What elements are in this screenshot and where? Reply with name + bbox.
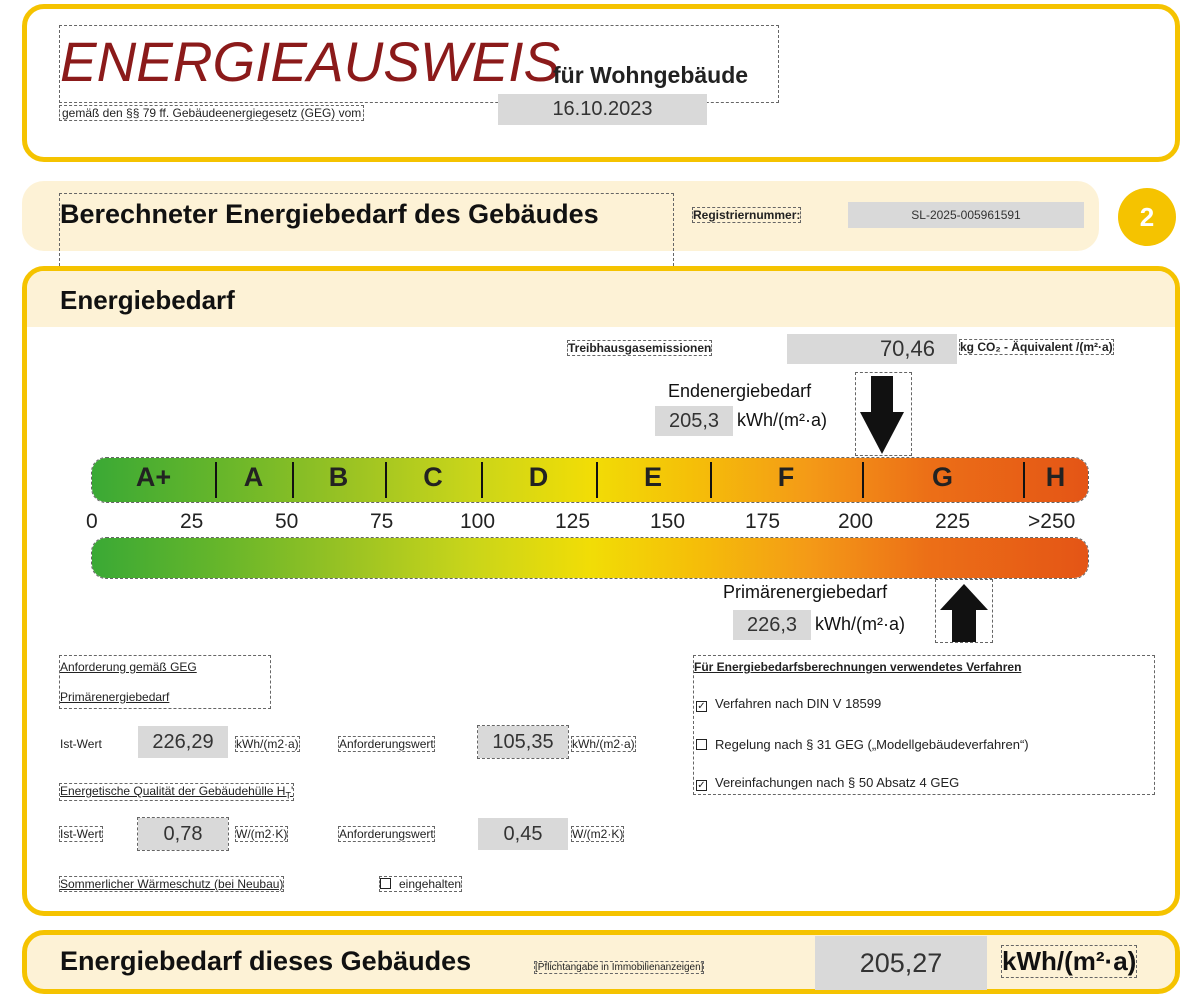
primary-ist-unit: kWh/(m2·a) bbox=[236, 737, 299, 751]
checkbox-icon[interactable] bbox=[696, 739, 707, 750]
checkbox-checked-icon[interactable]: ✓ bbox=[697, 701, 706, 712]
ghg-label: Treibhausgasemissionen bbox=[568, 341, 712, 355]
summer-protection-check-label: eingehalten bbox=[399, 877, 462, 891]
efficiency-class-label: B bbox=[328, 462, 349, 492]
end-energy-arrow-icon bbox=[860, 376, 904, 456]
envelope-ist-label: Ist-Wert bbox=[60, 827, 102, 841]
scale-tick-label: 75 bbox=[370, 510, 394, 533]
efficiency-class-label: F bbox=[777, 462, 795, 492]
efficiency-class-label: C bbox=[423, 462, 443, 492]
checkbox-icon[interactable] bbox=[380, 878, 391, 889]
primary-requirement-value-field[interactable]: 105,35 bbox=[478, 726, 568, 758]
scale-tick-label: 100 bbox=[460, 510, 496, 533]
primary-requirement-label: Anforderungswert bbox=[339, 737, 434, 751]
efficiency-class-label: G bbox=[931, 462, 953, 492]
scale-tick-label: 125 bbox=[555, 510, 591, 533]
method-item-label: Verfahren nach DIN V 18599 bbox=[715, 696, 882, 711]
document-title: ENERGIEAUSWEIS bbox=[60, 30, 561, 93]
ghg-value-field[interactable]: 70,46 bbox=[787, 334, 957, 364]
scale-tick-label: 0 bbox=[86, 510, 98, 533]
end-energy-label: Endenergiebedarf bbox=[668, 381, 812, 401]
scale-tick-label: 150 bbox=[650, 510, 686, 533]
primary-energy-label: Primärenergiebedarf bbox=[723, 582, 888, 602]
method-frame bbox=[694, 656, 1154, 794]
page-number-badge: 2 bbox=[1118, 188, 1176, 246]
building-energy-value-field[interactable]: 205,27 bbox=[815, 936, 987, 990]
geg-date-field[interactable]: 16.10.2023 bbox=[498, 94, 707, 125]
geg-reference: gemäß den §§ 79 ff. Gebäudeenergiegesetz (GEG) vom bbox=[62, 106, 362, 120]
primary-energy-unit: kWh/(m²·a) bbox=[815, 614, 905, 634]
energy-scale-bar-lower bbox=[92, 538, 1088, 578]
envelope-ist-unit: W/(m2·K) bbox=[236, 827, 288, 841]
efficiency-class-label: H bbox=[1045, 462, 1066, 492]
requirements-heading: Anforderung gemäß GEG bbox=[60, 660, 197, 674]
envelope-requirement-value-field[interactable]: 0,45 bbox=[478, 818, 568, 850]
method-item-label: Regelung nach § 31 GEG („Modellgebäudeverfahren“) bbox=[715, 737, 1029, 752]
envelope-ist-value-field[interactable]: 0,78 bbox=[138, 818, 228, 850]
scale-tick-label: 50 bbox=[275, 510, 299, 533]
method-item[interactable] bbox=[696, 775, 959, 791]
energy-demand-title: Energiebedarf bbox=[60, 285, 235, 315]
ghg-unit: kg CO₂ - Äquivalent /(m²·a) bbox=[960, 340, 1113, 354]
scale-tick-label: 225 bbox=[935, 510, 971, 533]
registration-number-field[interactable]: SL-2025-005961591 bbox=[848, 202, 1084, 228]
method-item-label: Vereinfachungen nach § 50 Absatz 4 GEG bbox=[715, 775, 960, 790]
primary-requirement-unit: kWh/(m2·a) bbox=[572, 737, 635, 751]
registration-label: Registriernummer: bbox=[693, 208, 801, 222]
end-energy-value-field[interactable]: 205,3 bbox=[655, 406, 733, 436]
envelope-requirement-unit: W/(m2·K) bbox=[572, 827, 624, 841]
end-energy-unit: kWh/(m²·a) bbox=[737, 410, 827, 430]
building-energy-title: Energiebedarf dieses Gebäudes bbox=[60, 946, 472, 976]
scale-tick-label: 200 bbox=[838, 510, 874, 533]
scale-tick-label: 175 bbox=[745, 510, 781, 533]
primary-ist-label: Ist-Wert bbox=[60, 737, 102, 751]
document-subtitle: für Wohngebäude bbox=[553, 62, 749, 88]
efficiency-class-label: A+ bbox=[135, 462, 172, 492]
method-heading: Für Energiebedarfsberechnungen verwendetes Verfahren bbox=[694, 660, 1022, 674]
efficiency-class-label: A bbox=[243, 462, 264, 492]
method-item[interactable] bbox=[696, 737, 1029, 752]
primary-ist-value-field[interactable]: 226,29 bbox=[138, 726, 228, 758]
building-energy-note: [Pflichtangabe in Immobilienanzeigen] bbox=[535, 962, 704, 973]
summer-protection-label: Sommerlicher Wärmeschutz (bei Neubau) bbox=[60, 877, 284, 891]
scale-tick-label: 25 bbox=[180, 510, 204, 533]
efficiency-class-label: E bbox=[643, 462, 662, 492]
scale-tick-label: >250 bbox=[1028, 510, 1076, 533]
requirements-subheading: Primärenergiebedarf bbox=[60, 690, 170, 704]
checkbox-checked-icon[interactable]: ✓ bbox=[697, 780, 706, 791]
summer-protection-checkbox[interactable] bbox=[380, 877, 461, 891]
primary-energy-arrow-icon bbox=[940, 584, 988, 642]
efficiency-class-label: D bbox=[528, 462, 549, 492]
section-title: Berechneter Energiebedarf des Gebäudes bbox=[60, 199, 599, 229]
method-item[interactable] bbox=[696, 696, 881, 712]
envelope-requirement-label: Anforderungswert bbox=[339, 827, 434, 841]
primary-energy-value-field[interactable]: 226,3 bbox=[733, 610, 811, 640]
building-energy-unit: kWh/(m²·a) bbox=[1002, 946, 1137, 976]
envelope-quality-heading: Energetische Qualität der Gebäudehülle $H_T'$ bbox=[60, 784, 294, 801]
